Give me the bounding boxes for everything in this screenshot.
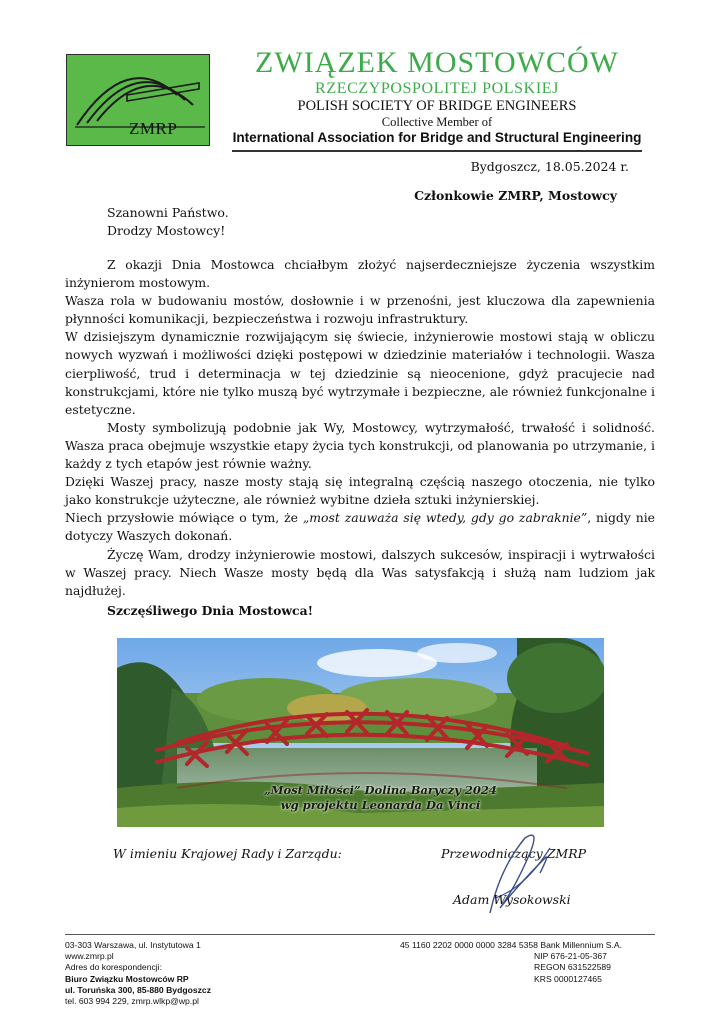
footer-nip: NIP 676-21-05-367 — [534, 951, 607, 962]
footer-registry-block — [400, 940, 622, 985]
bridge-photo — [117, 638, 604, 827]
org-name: ZWIĄZEK MOSTOWCÓW — [255, 46, 619, 79]
proverb-quote: „most zauważa się wtedy, gdy go zabraknie” — [302, 510, 588, 526]
footer-address-block — [65, 940, 211, 1007]
footer-office-address: ul. Toruńska 300, 85-880 Bydgoszcz — [65, 984, 211, 995]
paragraph-6-start: Niech przysłowie mówiące o tym, że — [65, 510, 303, 526]
paragraph-1: Z okazji Dnia Mostowca chciałbym złożyć najserdeczniejsze życzenia wszystkim inżynierom mostowym. — [65, 257, 655, 291]
paragraph-4: Mosty symbolizują podobnie jak Wy, Mostowcy, wytrzymałość, trwałość i solidność. Wasza praca obejmuje wszystkie etapy życia tych konstrukcji, od planowania po utrzymanie, i każdy z tych etapów jest równie ważny. — [65, 419, 655, 472]
paragraph-6-end: , nigdy nie dotyczy Waszych dokonań. — [65, 510, 655, 544]
letter-date: Bydgoszcz, 18.05.2024 r. — [470, 159, 629, 174]
logo-text: ZMRP — [129, 119, 178, 138]
footer-address: 03-303 Warszawa, ul. Instytutowa 1 — [65, 940, 201, 950]
footer-office: Biuro Związku Mostowców RP — [65, 973, 189, 984]
signature-on-behalf: W imieniu Krajowej Rady i Zarządu: — [113, 846, 342, 861]
footer-contact[interactable]: tel. 603 994 229, zmrp.wlkp@wp.pl — [65, 996, 199, 1007]
closing-wish: Szczęśliwego Dnia Mostowca! — [107, 602, 314, 618]
footer-website[interactable]: www.zmrp.pl — [65, 951, 114, 962]
signatory-name: Adam Wysokowski — [453, 892, 571, 907]
footer-bank: 45 1160 2202 0000 0000 3284 5358 Bank Millennium S.A. — [400, 940, 623, 950]
salutation-1: Szanowni Państwo. — [107, 205, 229, 220]
letter-body — [65, 256, 655, 620]
footer-correspondence-label: Adres do korespondencji: — [65, 962, 162, 973]
header-divider — [232, 150, 642, 152]
signature-role: Przewodniczący ZMRP — [441, 846, 587, 861]
paragraph-5: Dzięki Waszej pracy, nasze mosty stają się integralną częścią naszego otoczenia, nie tylko jako konstrukcje użyteczne, ale również wybitne dzieła sztuki inżynierskiej. — [65, 474, 655, 508]
footer-divider — [65, 934, 655, 935]
photo-caption — [117, 783, 604, 813]
footer-krs: KRS 0000127465 — [534, 973, 602, 984]
member-line: Collective Member of — [381, 115, 493, 129]
letter-recipient: Członkowie ZMRP, Mostowcy — [414, 188, 617, 203]
paragraph-2: Wasza rola w budowaniu mostów, dosłownie i w przenośni, jest kluczowa dla zapewnienia płynności komunikacji, bezpieczeństwa i rozwoju infrastruktury. — [65, 293, 655, 327]
zmrp-logo — [66, 54, 210, 146]
footer-regon: REGON 631522589 — [534, 962, 611, 973]
org-english-name: POLISH SOCIETY OF BRIDGE ENGINEERS — [297, 98, 577, 114]
caption-line-1: „Most Miłości” Dolina Baryczy 2024 — [264, 783, 497, 797]
iabse-name: International Association for Bridge and Structural Engineering — [232, 130, 642, 145]
paragraph-6 — [65, 509, 655, 545]
salutation-2: Drodzy Mostowcy! — [107, 223, 226, 238]
paragraph-3: W dzisiejszym dynamicznie rozwijającym się świecie, inżynierowie mostowi stają w obliczu nowych wyzwań i możliwości dzięki postępowi w dziedzinie materiałów i technologii. Wasza cierpliwość, trud i determinacja w tej dziedzinie są nieocenione, gdyż pracujecie nad konstrukcjami, które nie tylko muszą być wytrzymałe i bezpieczne, ale również funkcjonalne i estetyczne. — [65, 329, 655, 417]
caption-line-2: wg projektu Leonarda Da Vinci — [280, 798, 481, 812]
org-country: RZECZYPOSPOLITEJ POLSKIEJ — [315, 80, 559, 97]
paragraph-7: Życzę Wam, drodzy inżynierowie mostowi, dalszych sukcesów, inspiracji i wytrwałości w Waszej pracy. Niech Wasze mosty będą dla Was satysfakcją i służą nam ludziom jak najdłużej. — [65, 546, 655, 598]
